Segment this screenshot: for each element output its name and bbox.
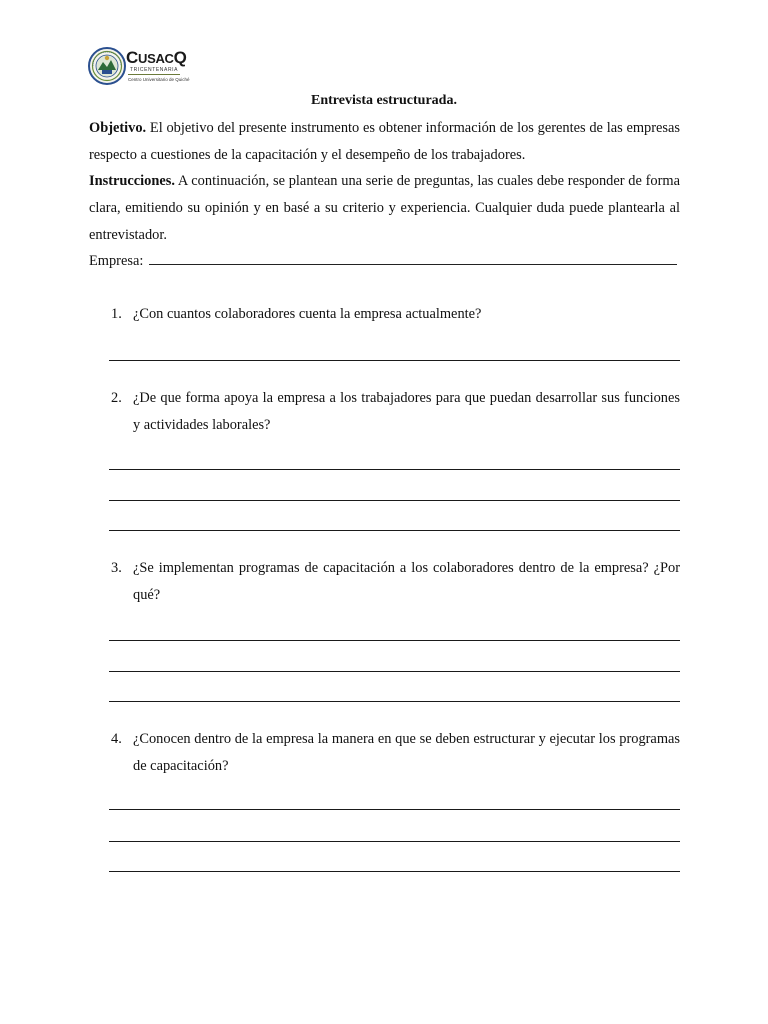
question-3-answer-line-3[interactable] [109, 701, 680, 702]
question-4-answer-line-2[interactable] [109, 841, 680, 842]
question-1-answer-line-1[interactable] [109, 360, 680, 361]
objective-paragraph [89, 115, 680, 169]
question-2-text: ¿De que forma apoya la empresa a los trabajadores para que puedan desarrollar sus funciones y actividades laborales? [133, 390, 680, 433]
question-1-text: ¿Con cuantos colaboradores cuenta la empresa actualmente? [133, 306, 482, 322]
logo-divider [128, 74, 180, 75]
logo-subtitle-bottom: Centro Universitario de Quiché [128, 77, 190, 82]
instructions-paragraph [89, 168, 680, 249]
company-field-label: Empresa: [89, 253, 147, 269]
instructions-label: Instrucciones. [89, 173, 175, 189]
question-2-answer-line-2[interactable] [109, 500, 680, 501]
question-3-answer-line-2[interactable] [109, 671, 680, 672]
question-2-answer-line-3[interactable] [109, 530, 680, 531]
question-3-number: 3. [111, 560, 122, 576]
question-3-text: ¿Se implementan programas de capacitación a los colaboradores dentro de la empresa? ¿Por qué? [133, 560, 680, 603]
question-4-number: 4. [111, 731, 122, 747]
cusacq-logo [88, 46, 198, 90]
instructions-text: A continuación, se plantean una serie de preguntas, las cuales debe responder de forma clara, emitiendo su opinión y en basé a su criterio y experiencia. Cualquier duda puede plantearla al entrevistador. [89, 173, 680, 243]
logo-subtitle-top: TRICENTENARIA [130, 67, 179, 73]
question-4-answer-line-3[interactable] [109, 871, 680, 872]
company-answer-line[interactable] [149, 263, 677, 265]
company-field [89, 250, 677, 272]
objective-text: El objetivo del presente instrumento es obtener información de los gerentes de las empresas respecto a cuestiones de la capacitación y el desempeño de los trabajadores. [89, 120, 680, 163]
document-title: Entrevista estructurada. [311, 93, 457, 108]
question-1-number: 1. [111, 306, 122, 322]
question-4-text: ¿Conocen dentro de la empresa la manera en que se deben estructurar y ejecutar los programas de capacitación? [133, 731, 680, 774]
question-2-answer-line-1[interactable] [109, 469, 680, 470]
question-2-number: 2. [111, 390, 122, 406]
university-seal-icon [88, 46, 126, 86]
question-4-answer-line-1[interactable] [109, 809, 680, 810]
question-3-answer-line-1[interactable] [109, 640, 680, 641]
objective-label: Objetivo. [89, 120, 147, 136]
logo-wordmark: CUSACQ [126, 48, 187, 67]
